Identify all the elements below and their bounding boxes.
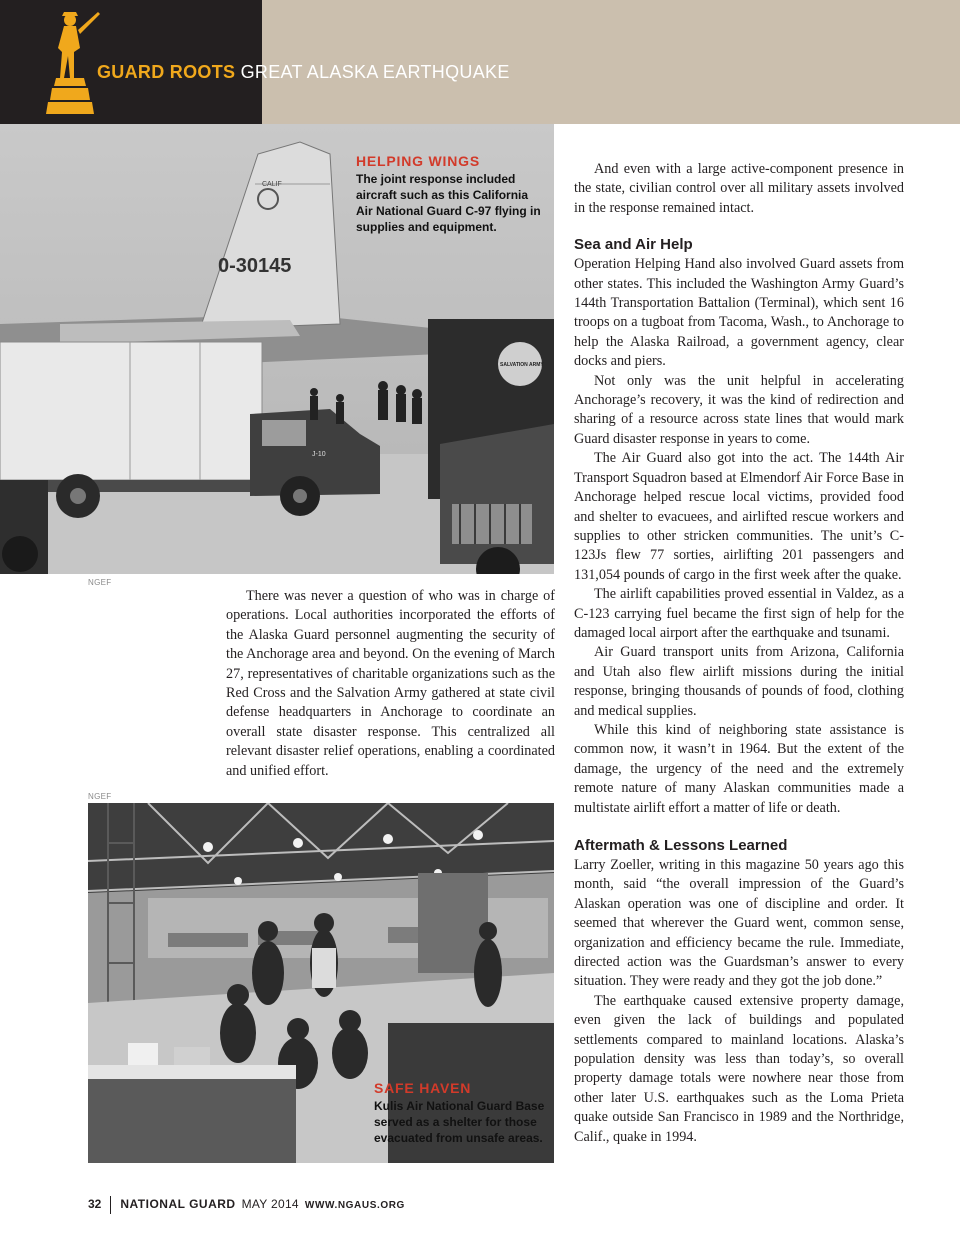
body-paragraph: Larry Zoeller, writing in this magazine 50 years ago this month, said “the overall impression of the Guard’s Alaskan operation was one of discipline and order. It seemed that wherever the Guard went, common sense, organization and efficiency became the rule. Immediate, directed action was the Guardsman’s answer to every situation. They were ready and they got the job done.” (574, 857, 904, 990)
page-footer (88, 1196, 405, 1214)
caption-text: Kulis Air National Guard Base served as a shelter for those evacuated from unsafe areas. (374, 1099, 545, 1145)
section-name: GUARD ROOTS (97, 62, 236, 82)
issue-date: MAY 2014 (241, 1197, 299, 1212)
right-column (574, 160, 904, 1147)
body-paragraph: There was never a question of who was in charge of operations. Local authorities incorporated the efforts of the Alaska Guard personnel augmenting the security of the Anchorage area and beyond. On the evening of March 27, representatives of charitable organizations such as the Red Cross and the Salvation Army gathered at state civil defense headquarters in Anchorage to coordinate an overall state disaster response. This centralized all relevant disaster relief operations, enabling a coordinated and unified effort. (226, 588, 555, 779)
body-paragraph: While this kind of neighboring state assistance is common now, it wasn’t in 1964. But the extent of the damage, the urgency of the need and the extremely remote nature of many Alaskan communities made a multistate airlift effort a matter of life or death. (574, 721, 904, 816)
caption-title: SAFE HAVEN (374, 1080, 472, 1096)
magazine-name: NATIONAL GUARD (120, 1197, 236, 1212)
minuteman-logo-icon (40, 8, 104, 118)
section-topic: GREAT ALASKA EARTHQUAKE (240, 62, 510, 82)
caption-text: The joint response included aircraft such as this California Air National Guard C-97 flying in supplies and equipment. (356, 172, 541, 234)
body-paragraph: And even with a large active-component presence in the state, civilian control over all military assets involved in the response remained intact. (574, 161, 904, 216)
subhead-sea-air: Sea and Air Help (574, 236, 693, 254)
section-label (97, 62, 510, 83)
truck-label: J-10 (312, 451, 326, 458)
body-paragraph: Air Guard transport units from Arizona, California and Utah also flew airlift missions during the initial response, bringing thousands of pounds of food, clothing and medical supplies. (574, 644, 904, 719)
body-paragraph: Operation Helping Hand also involved Guard assets from other states. This included the Washington Army Guard’s 144th Transportation Battalion (Terminal), which sent 16 troops on a tugboat from Tacoma, Wash., to Anchorage to help the Alaska Railroad, a government agency, clear docks and piers. (574, 256, 904, 370)
caption-title: HELPING WINGS (356, 153, 480, 169)
tail-number: 0-30145 (218, 255, 292, 277)
photo-credit: NGEF (88, 792, 112, 801)
left-column (226, 587, 555, 781)
photo-credit: NGEF (88, 578, 112, 587)
body-paragraph: The earthquake caused extensive property damage, even given the lack of buildings and populated settlements compared to mainland locations. Alaska’s population density was less than today’s, so overall property damage totals were nowhere near those from other later U.S. earthquakes such as the Loma Prieta quake outside San Francisco in 1989 and the Northridge, Calif., quake in 1994. (574, 992, 904, 1145)
body-paragraph: Not only was the unit helpful in accelerating Anchorage’s recovery, it was the kind of redirection and sharing of a resource across state lines that would mark Guard disaster response in years to come. (574, 372, 904, 447)
caption-helping-wings (356, 153, 542, 235)
footer-divider (110, 1196, 111, 1214)
salvation-army-sign: SALVATION ARMY (500, 362, 544, 368)
caption-safe-haven (374, 1080, 552, 1146)
body-paragraph: The Air Guard also got into the act. The 144th Air Transport Squadron based at Elmendorf Air Force Base in Anchorage helped rescue local victims, provided food and shelter to evacuees, and airlifted rescue workers and supplies to other stricken communities. The unit’s C-123Js flew 77 sorties, airlifting 201 passengers and 131,054 pounds of cargo in the first week after the quake. (574, 450, 904, 583)
body-paragraph: The airlift capabilities proved essential in Valdez, as a C-123 carrying fuel became the first sign of help for the damaged local airport after the earthquake and tsunami. (574, 586, 904, 641)
website-link[interactable]: WWW.NGAUS.ORG (304, 1200, 405, 1212)
subhead-aftermath: Aftermath & Lessons Learned (574, 837, 788, 854)
page-number: 32 (88, 1197, 102, 1212)
tail-label: CALIF (262, 181, 282, 188)
